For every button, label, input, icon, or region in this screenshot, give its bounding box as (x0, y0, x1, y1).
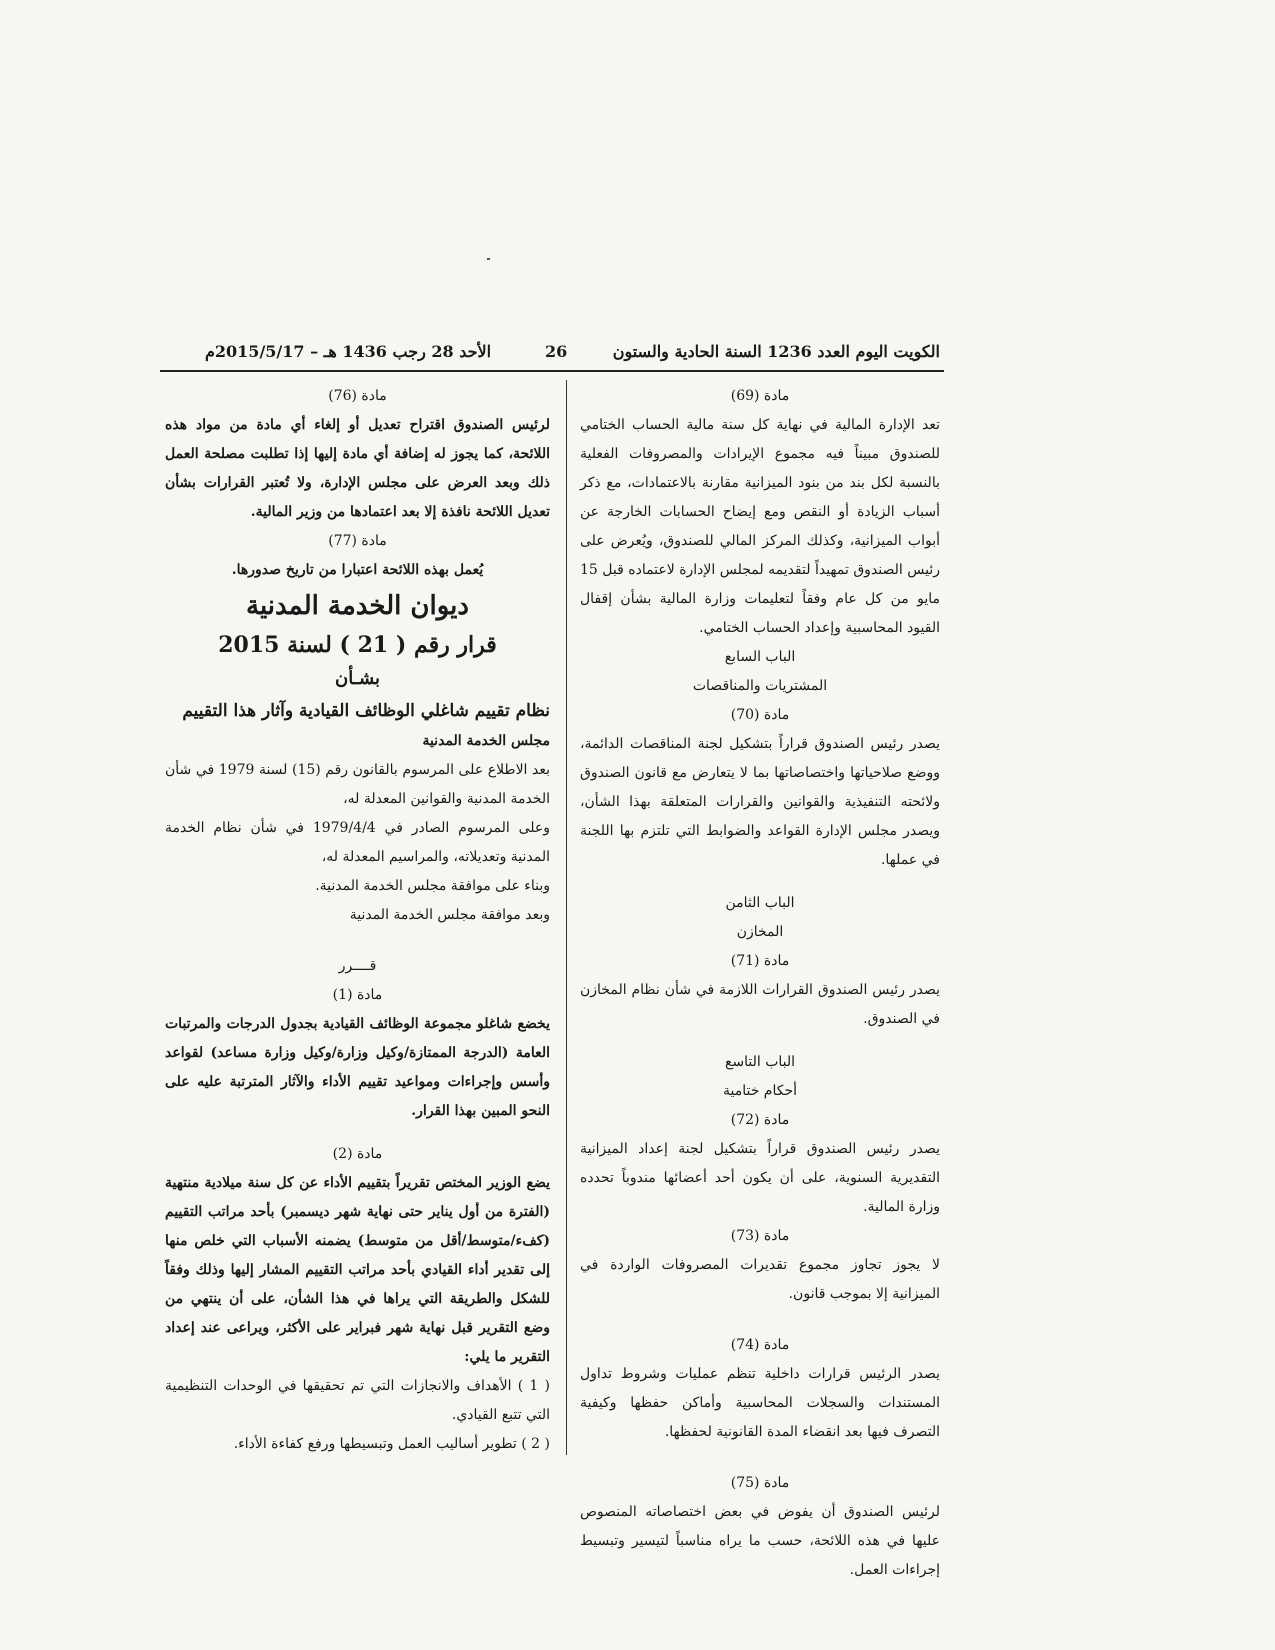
article-1-text: يخضع شاغلو مجموعة الوظائف القيادية بجدول الدرجات والمرتبات العامة (الدرجة الممتازة/وكيل وزارة/وكيل وزارة مساعد) لقواعد وأسس وإجراءات ومواعيد تقييم الأداء والآثار المترتبة عليه على النحو المبين بهذا القرار. (165, 1016, 550, 1119)
preamble-2: وعلى المرسوم الصادر في 1979/4/4 في شأن نظام الخدمة المدنية وتعديلاته، والمراسيم المعدلة له، (165, 820, 550, 865)
council-name: مجلس الخدمة المدنية (422, 733, 550, 749)
article-76-text: لرئيس الصندوق اقتراح تعديل أو إلغاء أي مادة من مواد هذه اللائحة، كما يجوز له إضافة أي مادة إليها إذا تطلبت مصلحة العمل ذلك وبعد العرض على مجلس الإدارة، ولا تُعتبر القرارات بشأن تعديل اللائحة نافذة إلا بعد اعتمادها من وزير المالية. (165, 417, 550, 520)
article-76-title: مادة (76) (328, 388, 387, 404)
article-73-text: لا يجوز تجاوز مجموع تقديرات المصروفات الواردة في الميزانية إلا بموجب قانون. (580, 1257, 940, 1302)
article-71-text: يصدر رئيس الصندوق القرارات اللازمة في شأن نظام المخازن في الصندوق. (580, 982, 940, 1027)
chapter-9: الباب التاسع (724, 1054, 796, 1070)
regarding-label: بشـأن (334, 668, 381, 689)
article-2-item-1: ( 1 ) الأهداف والانجازات التي تم تحقيقها في الوحدات التنظيمية التي تتبع القيادي. (165, 1378, 550, 1423)
article-2-title: مادة (2) (332, 1146, 383, 1162)
header-issue: الكويت اليوم العدد 1236 السنة الحادية والستون (612, 342, 940, 361)
column-divider (566, 380, 567, 1455)
chapter-7: الباب السابع (724, 649, 796, 665)
article-2-text: يضع الوزير المختص تقريراً بتقييم الأداء عن كل سنة ميلادية منتهية (الفترة من أول يناير حتى نهاية شهر ديسمبر) بأحد مراتب التقييم (كفء/متوسط/أقل من متوسط) يضمنه الأسباب التي خلص منها إلى تقدير أداء القيادي بأحد مراتب التقييم المشار إليها وذلك وفقاً للشكل والطريقة التي يراها في هذا الشأن، على أن ينتهي من وضع التقرير قبل نهاية شهر فبراير على الأكثر، ويراعى عند إعداد التقرير ما يلي: (165, 1175, 550, 1365)
article-1-title: مادة (1) (332, 987, 383, 1003)
article-69-title: مادة (69) (730, 388, 790, 404)
org-title: ديوان الخدمة المدنية (246, 591, 469, 621)
article-73-title: مادة (73) (730, 1228, 790, 1244)
decision-title: قرار رقم ( 21 ) لسنة 2015 (218, 632, 497, 658)
chapter-8-name: المخازن (736, 924, 784, 940)
decision-topic: نظام تقييم شاغلي الوظائف القيادية وآثار هذا التقييم (182, 701, 550, 721)
article-71-title: مادة (71) (730, 953, 790, 969)
header-rule (160, 370, 944, 372)
page-header (165, 334, 940, 366)
header-date: الأحد 28 رجب 1436 هـ – 2015/5/17م (205, 342, 492, 361)
header-page-number: 26 (545, 342, 568, 361)
right-column (580, 382, 940, 1585)
preamble-4: وبعد موافقة مجلس الخدمة المدنية (349, 907, 550, 923)
article-77-title: مادة (77) (328, 533, 387, 549)
left-column (165, 382, 550, 1459)
article-75-text: لرئيس الصندوق أن يفوض في بعض اختصاصاته المنصوص عليها في هذه اللائحة، حسب ما يراه مناسباً لتيسير وتبسيط إجراءات العمل. (580, 1504, 940, 1578)
preamble-1: بعد الاطلاع على المرسوم بالقانون رقم (15) لسنة 1979 في شأن الخدمة المدنية والقوانين المعدلة له، (165, 762, 550, 807)
preamble-3: وبناء على موافقة مجلس الخدمة المدنية. (315, 878, 550, 894)
article-75-title: مادة (75) (730, 1475, 790, 1491)
chapter-8: الباب الثامن (725, 895, 795, 911)
chapter-7-name: المشتريات والمناقصات (692, 678, 828, 694)
scan-speck (487, 258, 490, 260)
article-69-text: تعد الإدارة المالية في نهاية كل سنة مالية الحساب الختامي للصندوق مبيناً فيه مجموع الإيرادات والمصروفات الفعلية بالنسبة لكل بند من بنود الميزانية مقارنة بالاعتمادات، مع ذكر أسباب الزيادة أو النقص ومع إيضاح الحسابات الخارجة عن أبواب الميزانية، وكذلك المركز المالي للصندوق، ويُعرض على رئيس الصندوق تمهيداً لتقديمه لمجلس الإدارة لاعتماده قبل 15 مايو من كل عام وفقاً لتعليمات وزارة المالية بشأن إقفال القيود المحاسبية وإعداد الحساب الختامي. (580, 417, 940, 636)
article-72-title: مادة (72) (730, 1112, 790, 1128)
decided-label: قــــرر (338, 958, 377, 974)
article-74-title: مادة (74) (730, 1337, 790, 1353)
article-70-title: مادة (70) (730, 707, 790, 723)
article-74-text: يصدر الرئيس قرارات داخلية تنظم عمليات وشروط تداول المستندات والسجلات المحاسبية وأماكن حفظها وكيفية التصرف فيها بعد انقضاء المدة القانونية لحفظها. (580, 1366, 940, 1440)
article-2-item-2: ( 2 ) تطوير أساليب العمل وتبسيطها ورفع كفاءة الأداء. (233, 1436, 550, 1452)
article-70-text: يصدر رئيس الصندوق قراراً بتشكيل لجنة المناقصات الدائمة، ووضع صلاحياتها واختصاصاتها بما لا يتعارض مع قانون الصندوق ولائحته التنفيذية والقوانين والقرارات المتعلقة بهذا الشأن، ويصدر مجلس الإدارة القواعد والضوابط التي تلتزم بها اللجنة في عملها. (580, 736, 940, 868)
article-72-text: يصدر رئيس الصندوق قراراً بتشكيل لجنة إعداد الميزانية التقديرية السنوية، على أن يكون أحد أعضائها مندوباً تحدده وزارة المالية. (580, 1141, 940, 1215)
article-77-text: يُعمل بهذه اللائحة اعتبارا من تاريخ صدورها. (231, 562, 484, 578)
chapter-9-name: أحكام ختامية (722, 1083, 798, 1099)
